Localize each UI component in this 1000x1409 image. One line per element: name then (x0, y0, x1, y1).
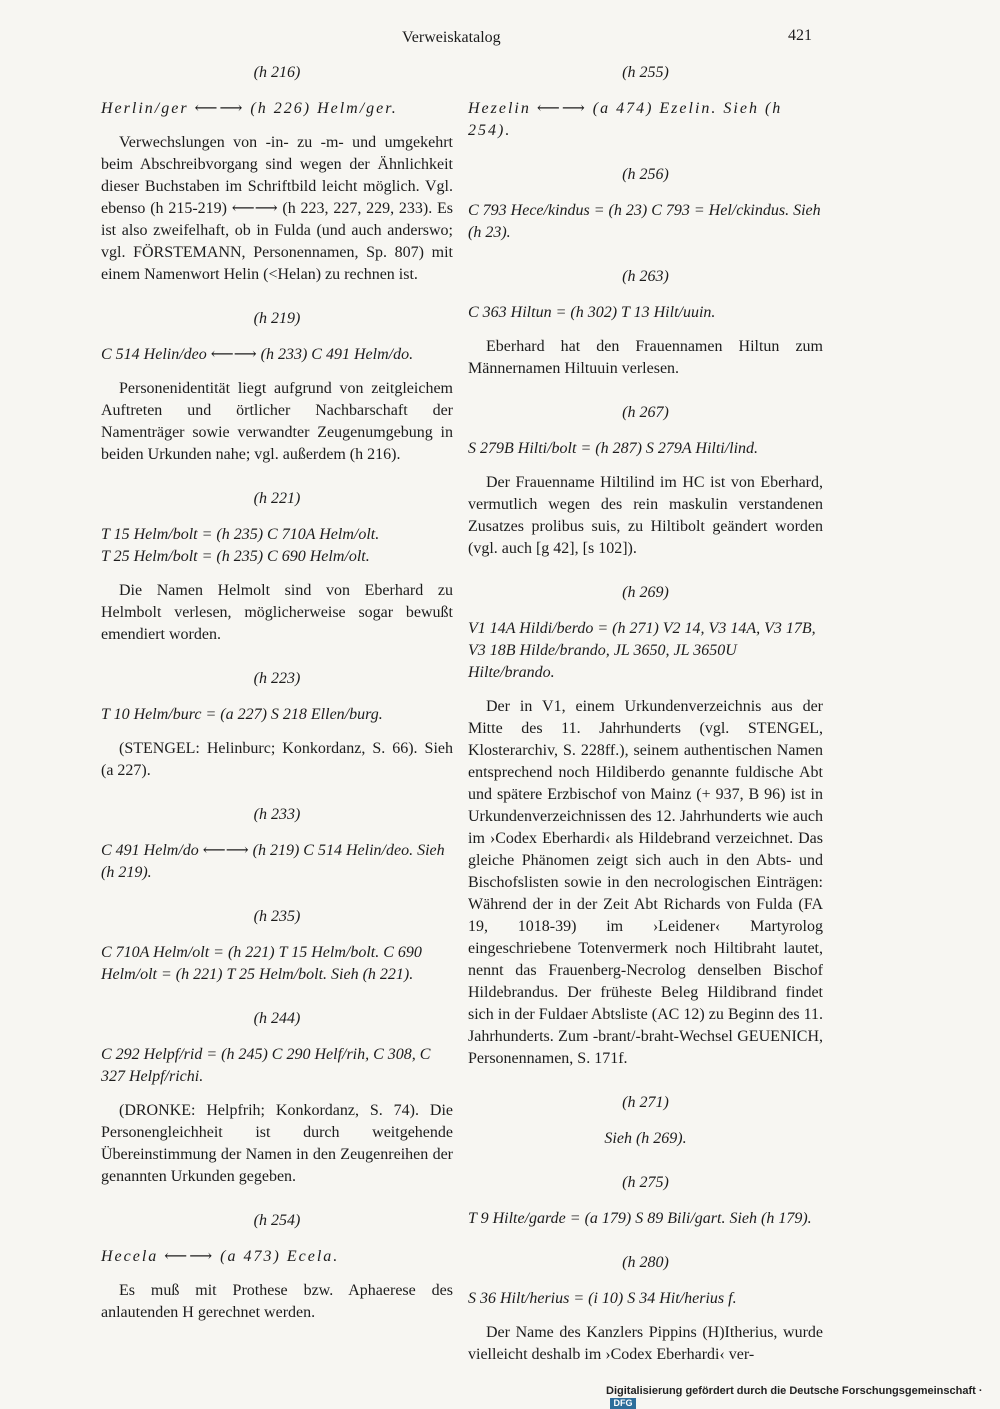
entry-reference: C 292 Helpf/rid = (h 245) C 290 Helf/rih, C 308, C 327 Helpf/richi. (101, 1046, 431, 1085)
entry-heading: (h 219) (253, 310, 301, 327)
entry-heading: (h 263) (622, 268, 669, 285)
right-column (468, 62, 823, 1388)
running-header-title: Verweiskatalog (402, 29, 501, 46)
entry-heading: (h 233) (253, 806, 301, 823)
entry-paragraph: Der Name des Kanzlers Pippins (H)Itherius, wurde vielleicht deshalb im ›Codex Eberhardi‹ ver- (468, 1324, 823, 1363)
entry-reference: S 36 Hilt/herius = (i 10) S 34 Hit/herius f. (468, 1290, 737, 1307)
entry-paragraph: Eberhard hat den Frauennamen Hiltun zum Männernamen Hiltuuin verlesen. (468, 338, 823, 377)
left-column (101, 62, 453, 1346)
entry-reference: T 25 Helm/bolt = (h 235) C 690 Helm/olt. (101, 548, 370, 565)
entry-heading: (h 269) (622, 584, 669, 601)
entry-h267 (468, 402, 823, 560)
entry-h271 (468, 1092, 823, 1150)
entry-paragraph: Personenidentität liegt aufgrund von zeitgleichem Auftreten und örtlicher Nachbarschaft der Namenträger sowie verwandter Zeugenumgebung in beiden Urkunden nahe; vgl. außerdem (h 216). (101, 380, 453, 463)
entry-paragraph: Es muß mit Prothese bzw. Aphaerese des anlautenden H gerechnet werden. (101, 1282, 453, 1321)
entry-reference: Hecela ⟵⟶ (a 473) Ecela. (101, 1248, 340, 1265)
entry-heading: (h 244) (253, 1010, 301, 1027)
entry-reference: Hezelin ⟵⟶ (a 474) Ezelin. Sieh (h 254). (468, 100, 783, 139)
entry-h233 (101, 804, 453, 884)
entry-heading: (h 275) (622, 1174, 669, 1191)
entry-reference: V1 14A Hildi/berdo = (h 271) V2 14, V3 14A, V3 17B, V3 18B Hilde/brando, JL 3650, JL 3650U Hilte/brando. (468, 620, 816, 681)
entry-heading: (h 221) (253, 490, 301, 507)
entry-paragraph: Die Namen Helmolt sind von Eberhard zu Helmbolt verlesen, möglicherweise sogar bewußt emendiert worden. (101, 582, 453, 643)
entry-reference: T 10 Helm/burc = (a 227) S 218 Ellen/burg. (101, 706, 383, 723)
page-number: 421 (788, 27, 812, 44)
entry-h223 (101, 668, 453, 782)
entry-paragraph: (STENGEL: Helinburc; Konkordanz, S. 66). Sieh (a 227). (101, 740, 453, 779)
entry-heading: (h 256) (622, 166, 669, 183)
entry-reference: T 9 Hilte/garde = (a 179) S 89 Bili/gart. Sieh (h 179). (468, 1210, 812, 1227)
footer-credit (606, 1385, 1000, 1409)
entry-reference: C 363 Hiltun = (h 302) T 13 Hilt/uuin. (468, 304, 716, 321)
entry-h221 (101, 488, 453, 646)
entry-heading: (h 255) (622, 64, 669, 81)
entry-heading: (h 254) (253, 1212, 301, 1229)
entry-h275 (468, 1172, 823, 1230)
entry-h235 (101, 906, 453, 986)
entry-h256 (468, 164, 823, 244)
entry-paragraph: Der Frauenname Hiltilind im HC ist von Eberhard, vermutlich wegen des rein maskulin verstandenen Zusatzes prolibus suis, zu Hiltibolt geändert worden (vgl. auch [g 42], [s 102]). (468, 474, 823, 557)
entry-reference: C 491 Helm/do ⟵⟶ (h 219) C 514 Helin/deo. Sieh (h 219). (101, 842, 445, 881)
entry-paragraph: Der in V1, einem Urkundenverzeichnis aus der Mitte des 11. Jahrhunderts (vgl. STENGEL, Klosterarchiv, S. 228ff.), seinem authentischen Namen entsprechend noch Hildiberdo genannte fuldische Abt und spätere Erzbischof von Mainz (+ 937, B 96) ist in Urkundenverzeichnissen des 12. Jahrhunderts wie auch im ›Codex Eberhardi‹ als Hildebrand verzeichnet. Das gleiche Phänomen zeigt sich auch in den Abts- und Bischofslisten sowie in den necrologischen Einträgen: Während der in der Zeit Abt Richards von Fulda (FA 19, 1018-39) im ›Leidener‹ Martyrolog eingeschriebene Totenvermerk noch Hiltibraht lautet, nennt das Frauenberg-Necrolog denselben Bischof Hildebrandus. Der früheste Beleg Hildibrand findet sich in der Fuldaer Abtsliste (AC 12) zu Beginn des 11. Jahrhunderts. Zum -brant/-braht-Wechsel GEUENICH, Personennamen, S. 171f. (468, 698, 823, 1067)
entry-h280 (468, 1252, 823, 1366)
entry-reference: C 710A Helm/olt = (h 221) T 15 Helm/bolt. C 690 Helm/olt = (h 221) T 25 Helm/bolt. Sieh (h 221). (101, 944, 422, 983)
entry-h263 (468, 266, 823, 380)
entry-heading: (h 267) (622, 404, 669, 421)
entry-heading: (h 271) (622, 1094, 669, 1111)
entry-heading: (h 235) (253, 908, 301, 925)
entry-heading: (h 223) (253, 670, 301, 687)
entry-h269 (468, 582, 823, 1070)
entry-reference: Sieh (h 269). (604, 1130, 687, 1147)
footer-text: Digitalisierung gefördert durch die Deutsche Forschungsgemeinschaft · (606, 1385, 983, 1397)
entry-reference: S 279B Hilti/bolt = (h 287) S 279A Hilti/lind. (468, 440, 759, 457)
entry-h255 (468, 62, 823, 142)
entry-reference: C 514 Helin/deo ⟵⟶ (h 233) C 491 Helm/do. (101, 346, 414, 363)
entry-heading: (h 216) (253, 64, 301, 81)
entry-reference: Herlin/ger ⟵⟶ (h 226) Helm/ger. (101, 100, 398, 117)
entry-h254 (101, 1210, 453, 1324)
entry-h216 (101, 62, 453, 286)
entry-heading: (h 280) (622, 1254, 669, 1271)
entry-reference: C 793 Hece/kindus = (h 23) C 793 = Hel/ckindus. Sieh (h 23). (468, 202, 821, 241)
dfg-logo: DFG (610, 1398, 636, 1409)
entry-reference: T 15 Helm/bolt = (h 235) C 710A Helm/olt. (101, 526, 380, 543)
entry-paragraph: Verwechslungen von -in- zu -m- und umgekehrt beim Abschreibvorgang sind wegen der Ähnlichkeit dieser Buchstaben im Schriftbild leicht möglich. Vgl. ebenso (h 215-219) ⟵⟶ (h 223, 227, 229, 233). Es ist also zweifelhaft, ob in Fulda (und auch anderswo; vgl. FÖRSTEMANN, Personennamen, Sp. 807) mit einem Namenwort Helin (<Helan) zu rechnen ist. (101, 134, 453, 283)
entry-paragraph: (DRONKE: Helpfrih; Konkordanz, S. 74). Die Personengleichheit ist durch weitgehende Übereinstimmung der Namen in den Zeugenreihen der genannten Urkunden gegeben. (101, 1102, 453, 1185)
entry-h219 (101, 308, 453, 466)
entry-h244 (101, 1008, 453, 1188)
